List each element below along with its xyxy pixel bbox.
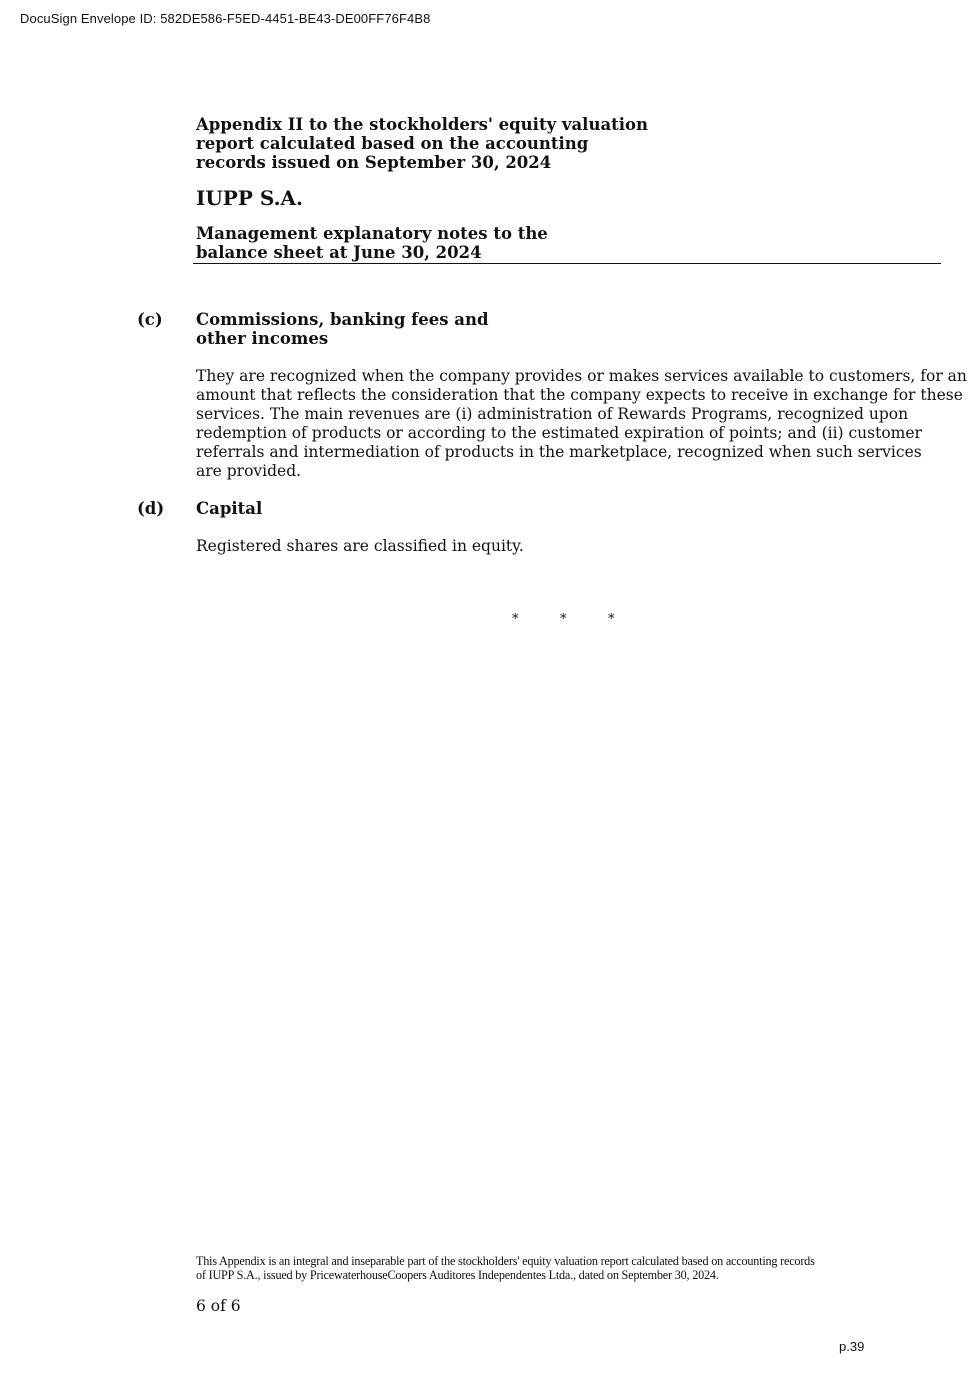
section-title [196,499,262,518]
appendix-footnote [196,1254,815,1282]
paragraph-line: They are recognized when the company provides or makes services available to customers, for an [196,367,967,385]
section-capital [137,499,917,556]
section-heading [137,499,917,518]
page-count: 6 of 6 [196,1297,241,1315]
header-divider [193,263,941,264]
separator-star: * [608,612,615,627]
section-heading [137,310,917,348]
notes-title-line: balance sheet at June 30, 2024 [196,243,482,262]
notes-title-line: Management explanatory notes to the [196,224,548,243]
end-separator [512,612,656,627]
paragraph-line: redemption of products or according to the estimated expiration of points; and (ii) customer [196,424,922,442]
section-letter: (c) [137,310,163,329]
company-name: IUPP S.A. [196,186,304,210]
section-paragraph [196,537,916,556]
paragraph-line: are provided. [196,462,302,480]
paragraph-line: Registered shares are classified in equity. [196,537,524,555]
separator-star: * [560,612,567,627]
footnote-line: This Appendix is an integral and inseparable part of the stockholders' equity valuation report calculated based on accounting records [196,1254,815,1268]
appendix-title-line: records issued on September 30, 2024 [196,153,552,172]
paragraph-line: services. The main revenues are (i) administration of Rewards Programs, recognized upon [196,405,909,423]
paragraph-line: referrals and intermediation of products in the marketplace, recognized when such services [196,443,922,461]
section-title-line: Capital [196,499,263,518]
appendix-title [196,115,941,172]
section-letter: (d) [137,499,165,518]
separator-star: * [512,612,519,627]
footnote-line: of IUPP S.A., issued by PricewaterhouseCoopers Auditores Independentes Ltda., dated on September 30, 2024. [196,1268,719,1282]
notes-title [196,224,941,262]
section-title-line: other incomes [196,329,329,348]
section-commissions [137,310,967,481]
paragraph-line: amount that reflects the consideration that the company expects to receive in exchange for these [196,386,963,404]
section-paragraph [196,367,967,481]
page-number: p.39 [839,1339,865,1354]
docusign-envelope-id: DocuSign Envelope ID: 582DE586-F5ED-4451-BE43-DE00FF76F4B8 [20,11,431,26]
appendix-title-line: Appendix II to the stockholders' equity valuation [196,115,649,134]
section-title [196,310,489,348]
section-title-line: Commissions, banking fees and [196,310,489,329]
document-header [196,115,941,262]
appendix-title-line: report calculated based on the accounting [196,134,589,153]
